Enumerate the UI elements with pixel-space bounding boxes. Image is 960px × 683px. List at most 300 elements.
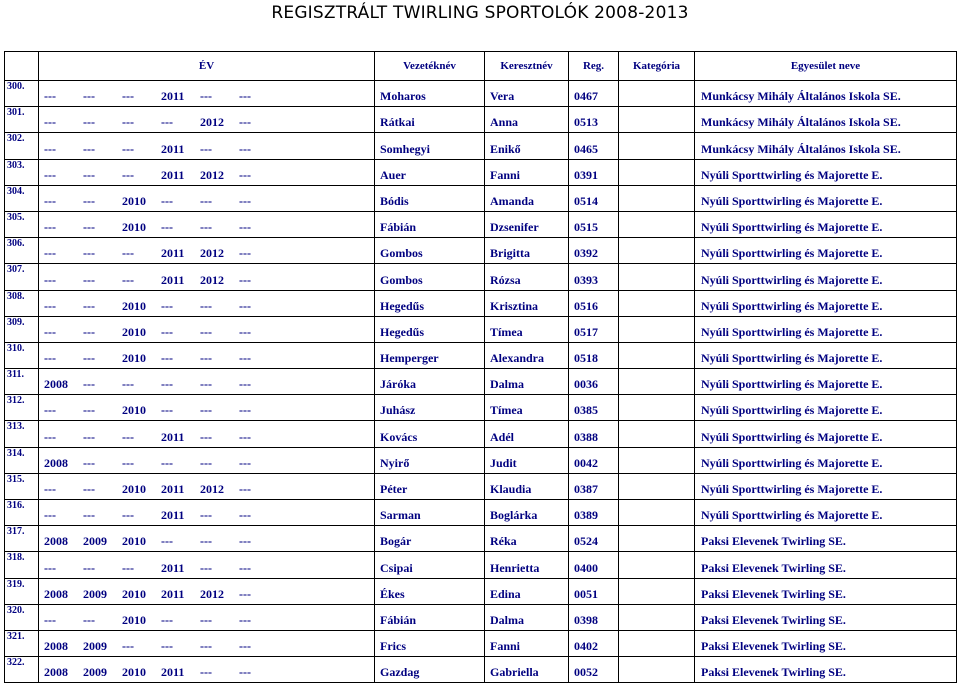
- first-name-cell: Rózsa: [485, 264, 569, 290]
- category-cell: [619, 604, 695, 630]
- year-value: ---: [239, 508, 251, 523]
- year-value: 2010: [122, 534, 146, 549]
- year-value: ---: [200, 193, 212, 208]
- header-blank: [5, 52, 39, 81]
- years-cell: [39, 447, 375, 473]
- row-number: 311.: [5, 369, 39, 395]
- years-cell: [39, 526, 375, 552]
- year-value: ---: [83, 298, 95, 313]
- year-value: ---: [44, 167, 56, 182]
- first-name-cell: Anna: [485, 107, 569, 133]
- year-value: ---: [83, 246, 95, 261]
- category-cell: [619, 526, 695, 552]
- row-number: 306.: [5, 238, 39, 264]
- year-value: ---: [200, 324, 212, 339]
- year-value: 2012: [200, 115, 224, 130]
- year-value: ---: [200, 403, 212, 418]
- first-name-cell: Dzsenifer: [485, 211, 569, 237]
- row-number: 305.: [5, 211, 39, 237]
- years-list: [44, 665, 374, 679]
- reg-number-cell: 0051: [569, 578, 619, 604]
- year-value: ---: [161, 534, 173, 549]
- year-value: ---: [161, 351, 173, 366]
- year-value: ---: [83, 455, 95, 470]
- years-cell: [39, 185, 375, 211]
- category-cell: [619, 500, 695, 526]
- year-value: 2011: [161, 429, 185, 444]
- year-value: ---: [200, 612, 212, 627]
- year-value: ---: [200, 665, 212, 680]
- reg-number-cell: 0518: [569, 342, 619, 368]
- header-reg: Reg.: [569, 52, 619, 81]
- year-value: 2012: [200, 272, 224, 287]
- table-row: [5, 657, 957, 683]
- club-name-cell: Munkácsy Mihály Általános Iskola SE.: [695, 107, 957, 133]
- category-cell: [619, 578, 695, 604]
- club-name-cell: Munkácsy Mihály Általános Iskola SE.: [695, 81, 957, 107]
- years-list: [44, 168, 374, 182]
- club-name-cell: Nyúli Sporttwirling és Majorette E.: [695, 421, 957, 447]
- year-value: ---: [122, 141, 134, 156]
- page-title: REGISZTRÁLT TWIRLING SPORTOLÓK 2008-2013: [271, 3, 689, 23]
- years-cell: [39, 133, 375, 159]
- first-name-cell: Adél: [485, 421, 569, 447]
- row-number: 322.: [5, 657, 39, 683]
- last-name-cell: Bogár: [375, 526, 485, 552]
- club-name-cell: Nyúli Sporttwirling és Majorette E.: [695, 473, 957, 499]
- club-name-cell: Munkácsy Mihály Általános Iskola SE.: [695, 133, 957, 159]
- reg-number-cell: 0042: [569, 447, 619, 473]
- year-value: ---: [44, 560, 56, 575]
- years-cell: [39, 81, 375, 107]
- year-value: ---: [161, 324, 173, 339]
- club-name-cell: Nyúli Sporttwirling és Majorette E.: [695, 264, 957, 290]
- reg-number-cell: 0393: [569, 264, 619, 290]
- first-name-cell: Réka: [485, 526, 569, 552]
- year-value: ---: [239, 115, 251, 130]
- year-value: ---: [83, 167, 95, 182]
- year-value: 2009: [83, 586, 107, 601]
- year-value: 2011: [161, 141, 185, 156]
- year-value: ---: [44, 508, 56, 523]
- years-list: [44, 273, 374, 287]
- years-list: [44, 561, 374, 575]
- category-cell: [619, 473, 695, 499]
- row-number: 302.: [5, 133, 39, 159]
- year-value: ---: [83, 193, 95, 208]
- last-name-cell: Fábián: [375, 211, 485, 237]
- first-name-cell: Judit: [485, 447, 569, 473]
- club-name-cell: Nyúli Sporttwirling és Majorette E.: [695, 290, 957, 316]
- year-value: 2008: [44, 639, 68, 654]
- year-value: ---: [122, 167, 134, 182]
- years-list: [44, 534, 374, 548]
- year-value: ---: [200, 141, 212, 156]
- year-value: 2008: [44, 377, 68, 392]
- year-value: ---: [83, 141, 95, 156]
- table-row: [5, 421, 957, 447]
- years-list: [44, 403, 374, 417]
- year-value: ---: [200, 534, 212, 549]
- years-cell: [39, 290, 375, 316]
- club-name-cell: Nyúli Sporttwirling és Majorette E.: [695, 369, 957, 395]
- last-name-cell: Hegedűs: [375, 290, 485, 316]
- reg-number-cell: 0389: [569, 500, 619, 526]
- last-name-cell: Auer: [375, 159, 485, 185]
- years-list: [44, 351, 374, 365]
- club-name-cell: Nyúli Sporttwirling és Majorette E.: [695, 159, 957, 185]
- reg-number-cell: 0514: [569, 185, 619, 211]
- table-row: [5, 316, 957, 342]
- row-number: 301.: [5, 107, 39, 133]
- club-name-cell: Nyúli Sporttwirling és Majorette E.: [695, 316, 957, 342]
- year-value: ---: [239, 272, 251, 287]
- year-value: ---: [200, 560, 212, 575]
- reg-number-cell: 0391: [569, 159, 619, 185]
- last-name-cell: Hegedűs: [375, 316, 485, 342]
- table-row: [5, 578, 957, 604]
- reg-number-cell: 0402: [569, 630, 619, 656]
- year-value: ---: [122, 455, 134, 470]
- year-value: 2008: [44, 665, 68, 680]
- year-value: 2010: [122, 612, 146, 627]
- category-cell: [619, 395, 695, 421]
- year-value: ---: [83, 324, 95, 339]
- year-value: 2010: [122, 403, 146, 418]
- table-row: [5, 526, 957, 552]
- club-name-cell: Paksi Elevenek Twirling SE.: [695, 630, 957, 656]
- header-club: Egyesület neve: [695, 52, 957, 81]
- year-value: ---: [44, 324, 56, 339]
- last-name-cell: Hemperger: [375, 342, 485, 368]
- club-name-cell: Paksi Elevenek Twirling SE.: [695, 578, 957, 604]
- year-value: ---: [83, 560, 95, 575]
- last-name-cell: Frics: [375, 630, 485, 656]
- category-cell: [619, 421, 695, 447]
- last-name-cell: Péter: [375, 473, 485, 499]
- years-cell: [39, 159, 375, 185]
- reg-number-cell: 0516: [569, 290, 619, 316]
- year-value: ---: [44, 141, 56, 156]
- reg-number-cell: 0524: [569, 526, 619, 552]
- table-row: [5, 107, 957, 133]
- first-name-cell: Amanda: [485, 185, 569, 211]
- year-value: ---: [122, 639, 134, 654]
- reg-number-cell: 0517: [569, 316, 619, 342]
- table-row: [5, 159, 957, 185]
- first-name-cell: Tímea: [485, 395, 569, 421]
- year-value: ---: [239, 455, 251, 470]
- last-name-cell: Rátkai: [375, 107, 485, 133]
- table-row: [5, 630, 957, 656]
- year-value: ---: [44, 193, 56, 208]
- category-cell: [619, 447, 695, 473]
- row-number: 316.: [5, 500, 39, 526]
- year-value: ---: [239, 612, 251, 627]
- category-cell: [619, 211, 695, 237]
- reg-number-cell: 0392: [569, 238, 619, 264]
- year-value: 2011: [161, 246, 185, 261]
- years-cell: [39, 604, 375, 630]
- first-name-cell: Fanni: [485, 159, 569, 185]
- category-cell: [619, 133, 695, 159]
- years-cell: [39, 369, 375, 395]
- table-row: [5, 238, 957, 264]
- row-number: 318.: [5, 552, 39, 578]
- row-number: 313.: [5, 421, 39, 447]
- years-list: [44, 89, 374, 103]
- year-value: ---: [161, 455, 173, 470]
- year-value: ---: [44, 89, 56, 104]
- row-number: 319.: [5, 578, 39, 604]
- years-cell: [39, 630, 375, 656]
- last-name-cell: Juhász: [375, 395, 485, 421]
- reg-number-cell: 0036: [569, 369, 619, 395]
- year-value: 2012: [200, 167, 224, 182]
- year-value: ---: [200, 220, 212, 235]
- year-value: 2010: [122, 665, 146, 680]
- year-value: ---: [161, 298, 173, 313]
- reg-number-cell: 0467: [569, 81, 619, 107]
- year-value: 2008: [44, 455, 68, 470]
- first-name-cell: Krisztina: [485, 290, 569, 316]
- year-value: ---: [239, 89, 251, 104]
- row-number: 317.: [5, 526, 39, 552]
- year-value: ---: [122, 89, 134, 104]
- club-name-cell: Paksi Elevenek Twirling SE.: [695, 604, 957, 630]
- first-name-cell: Alexandra: [485, 342, 569, 368]
- first-name-cell: Boglárka: [485, 500, 569, 526]
- year-value: ---: [83, 508, 95, 523]
- year-value: 2011: [161, 586, 185, 601]
- year-value: 2011: [161, 508, 185, 523]
- years-list: [44, 482, 374, 496]
- row-number: 303.: [5, 159, 39, 185]
- reg-number-cell: 0400: [569, 552, 619, 578]
- year-value: ---: [161, 193, 173, 208]
- year-value: ---: [239, 586, 251, 601]
- table-row: [5, 185, 957, 211]
- years-cell: [39, 238, 375, 264]
- header-category: Kategória: [619, 52, 695, 81]
- reg-number-cell: 0385: [569, 395, 619, 421]
- row-number: 312.: [5, 395, 39, 421]
- reg-number-cell: 0398: [569, 604, 619, 630]
- year-value: ---: [239, 482, 251, 496]
- last-name-cell: Fábián: [375, 604, 485, 630]
- table-row: [5, 500, 957, 526]
- row-number: 300.: [5, 81, 39, 107]
- last-name-cell: Kovács: [375, 421, 485, 447]
- category-cell: [619, 316, 695, 342]
- year-value: ---: [161, 220, 173, 235]
- year-value: ---: [83, 351, 95, 366]
- year-value: ---: [44, 482, 56, 496]
- last-name-cell: Bódis: [375, 185, 485, 211]
- club-name-cell: Paksi Elevenek Twirling SE.: [695, 552, 957, 578]
- row-number: 304.: [5, 185, 39, 211]
- first-name-cell: Fanni: [485, 630, 569, 656]
- table-row: [5, 81, 957, 107]
- category-cell: [619, 185, 695, 211]
- table-row: [5, 604, 957, 630]
- years-cell: [39, 473, 375, 499]
- last-name-cell: Gombos: [375, 238, 485, 264]
- years-cell: [39, 421, 375, 447]
- row-number: 315.: [5, 473, 39, 499]
- years-cell: [39, 342, 375, 368]
- year-value: ---: [239, 193, 251, 208]
- year-value: ---: [200, 377, 212, 392]
- category-cell: [619, 264, 695, 290]
- year-value: ---: [83, 89, 95, 104]
- table-row: [5, 369, 957, 395]
- year-value: ---: [44, 272, 56, 287]
- year-value: ---: [239, 534, 251, 549]
- years-list: [44, 220, 374, 234]
- year-value: ---: [122, 115, 134, 130]
- year-value: ---: [200, 429, 212, 444]
- year-value: ---: [122, 560, 134, 575]
- year-value: 2010: [122, 220, 146, 235]
- year-value: ---: [200, 89, 212, 104]
- reg-number-cell: 0465: [569, 133, 619, 159]
- category-cell: [619, 552, 695, 578]
- year-value: ---: [239, 377, 251, 392]
- year-value: ---: [239, 324, 251, 339]
- year-value: ---: [239, 665, 251, 680]
- last-name-cell: Moharos: [375, 81, 485, 107]
- year-value: ---: [44, 612, 56, 627]
- years-list: [44, 194, 374, 208]
- table-row: [5, 552, 957, 578]
- category-cell: [619, 81, 695, 107]
- reg-number-cell: 0515: [569, 211, 619, 237]
- years-cell: [39, 578, 375, 604]
- year-value: ---: [83, 429, 95, 444]
- last-name-cell: Nyirő: [375, 447, 485, 473]
- year-value: 2011: [161, 665, 185, 680]
- last-name-cell: Gombos: [375, 264, 485, 290]
- years-cell: [39, 264, 375, 290]
- reg-number-cell: 0388: [569, 421, 619, 447]
- table-row: [5, 211, 957, 237]
- club-name-cell: Nyúli Sporttwirling és Majorette E.: [695, 500, 957, 526]
- year-value: ---: [122, 377, 134, 392]
- first-name-cell: Dalma: [485, 369, 569, 395]
- table-row: [5, 290, 957, 316]
- year-value: ---: [161, 115, 173, 130]
- year-value: 2010: [122, 351, 146, 366]
- years-cell: [39, 395, 375, 421]
- club-name-cell: Paksi Elevenek Twirling SE.: [695, 657, 957, 683]
- club-name-cell: Nyúli Sporttwirling és Majorette E.: [695, 447, 957, 473]
- last-name-cell: Somhegyi: [375, 133, 485, 159]
- year-value: 2011: [161, 482, 185, 496]
- year-value: 2010: [122, 298, 146, 313]
- category-cell: [619, 238, 695, 264]
- reg-number-cell: 0513: [569, 107, 619, 133]
- first-name-cell: Brigitta: [485, 238, 569, 264]
- year-value: ---: [83, 377, 95, 392]
- year-value: 2009: [83, 534, 107, 549]
- years-list: [44, 142, 374, 156]
- year-value: ---: [83, 220, 95, 235]
- year-value: ---: [44, 403, 56, 418]
- year-value: ---: [44, 429, 56, 444]
- row-number: 320.: [5, 604, 39, 630]
- years-list: [44, 508, 374, 522]
- first-name-cell: Dalma: [485, 604, 569, 630]
- year-value: ---: [122, 272, 134, 287]
- table-row: [5, 342, 957, 368]
- year-value: ---: [161, 612, 173, 627]
- header-first-name: Keresztnév: [485, 52, 569, 81]
- header-last-name: Vezetéknév: [375, 52, 485, 81]
- row-number: 308.: [5, 290, 39, 316]
- years-list: [44, 456, 374, 470]
- year-value: 2011: [161, 272, 185, 287]
- years-list: [44, 325, 374, 339]
- club-name-cell: Nyúli Sporttwirling és Majorette E.: [695, 238, 957, 264]
- club-name-cell: Paksi Elevenek Twirling SE.: [695, 526, 957, 552]
- year-value: ---: [239, 351, 251, 366]
- years-cell: [39, 107, 375, 133]
- reg-number-cell: 0052: [569, 657, 619, 683]
- year-value: ---: [122, 246, 134, 261]
- year-value: ---: [83, 272, 95, 287]
- year-value: ---: [239, 403, 251, 418]
- year-value: ---: [200, 508, 212, 523]
- first-name-cell: Tímea: [485, 316, 569, 342]
- year-value: 2009: [83, 665, 107, 680]
- year-value: 2010: [122, 586, 146, 601]
- category-cell: [619, 657, 695, 683]
- year-value: ---: [200, 639, 212, 654]
- table-row: [5, 133, 957, 159]
- row-number: 314.: [5, 447, 39, 473]
- category-cell: [619, 630, 695, 656]
- years-cell: [39, 552, 375, 578]
- row-number: 310.: [5, 342, 39, 368]
- category-cell: [619, 107, 695, 133]
- years-list: [44, 613, 374, 627]
- first-name-cell: Henrietta: [485, 552, 569, 578]
- category-cell: [619, 290, 695, 316]
- first-name-cell: Klaudia: [485, 473, 569, 499]
- years-list: [44, 115, 374, 129]
- year-value: ---: [161, 403, 173, 418]
- category-cell: [619, 369, 695, 395]
- years-list: [44, 377, 374, 391]
- year-value: 2010: [122, 482, 146, 496]
- year-value: 2012: [200, 586, 224, 601]
- last-name-cell: Gazdag: [375, 657, 485, 683]
- year-value: ---: [44, 220, 56, 235]
- year-value: ---: [161, 639, 173, 654]
- year-value: 2011: [161, 89, 185, 104]
- year-value: ---: [200, 455, 212, 470]
- category-cell: [619, 342, 695, 368]
- year-value: ---: [83, 612, 95, 627]
- year-value: ---: [239, 639, 251, 654]
- last-name-cell: Ékes: [375, 578, 485, 604]
- first-name-cell: Enikő: [485, 133, 569, 159]
- year-value: ---: [44, 351, 56, 366]
- table-row: [5, 264, 957, 290]
- row-number: 309.: [5, 316, 39, 342]
- year-value: ---: [83, 482, 95, 496]
